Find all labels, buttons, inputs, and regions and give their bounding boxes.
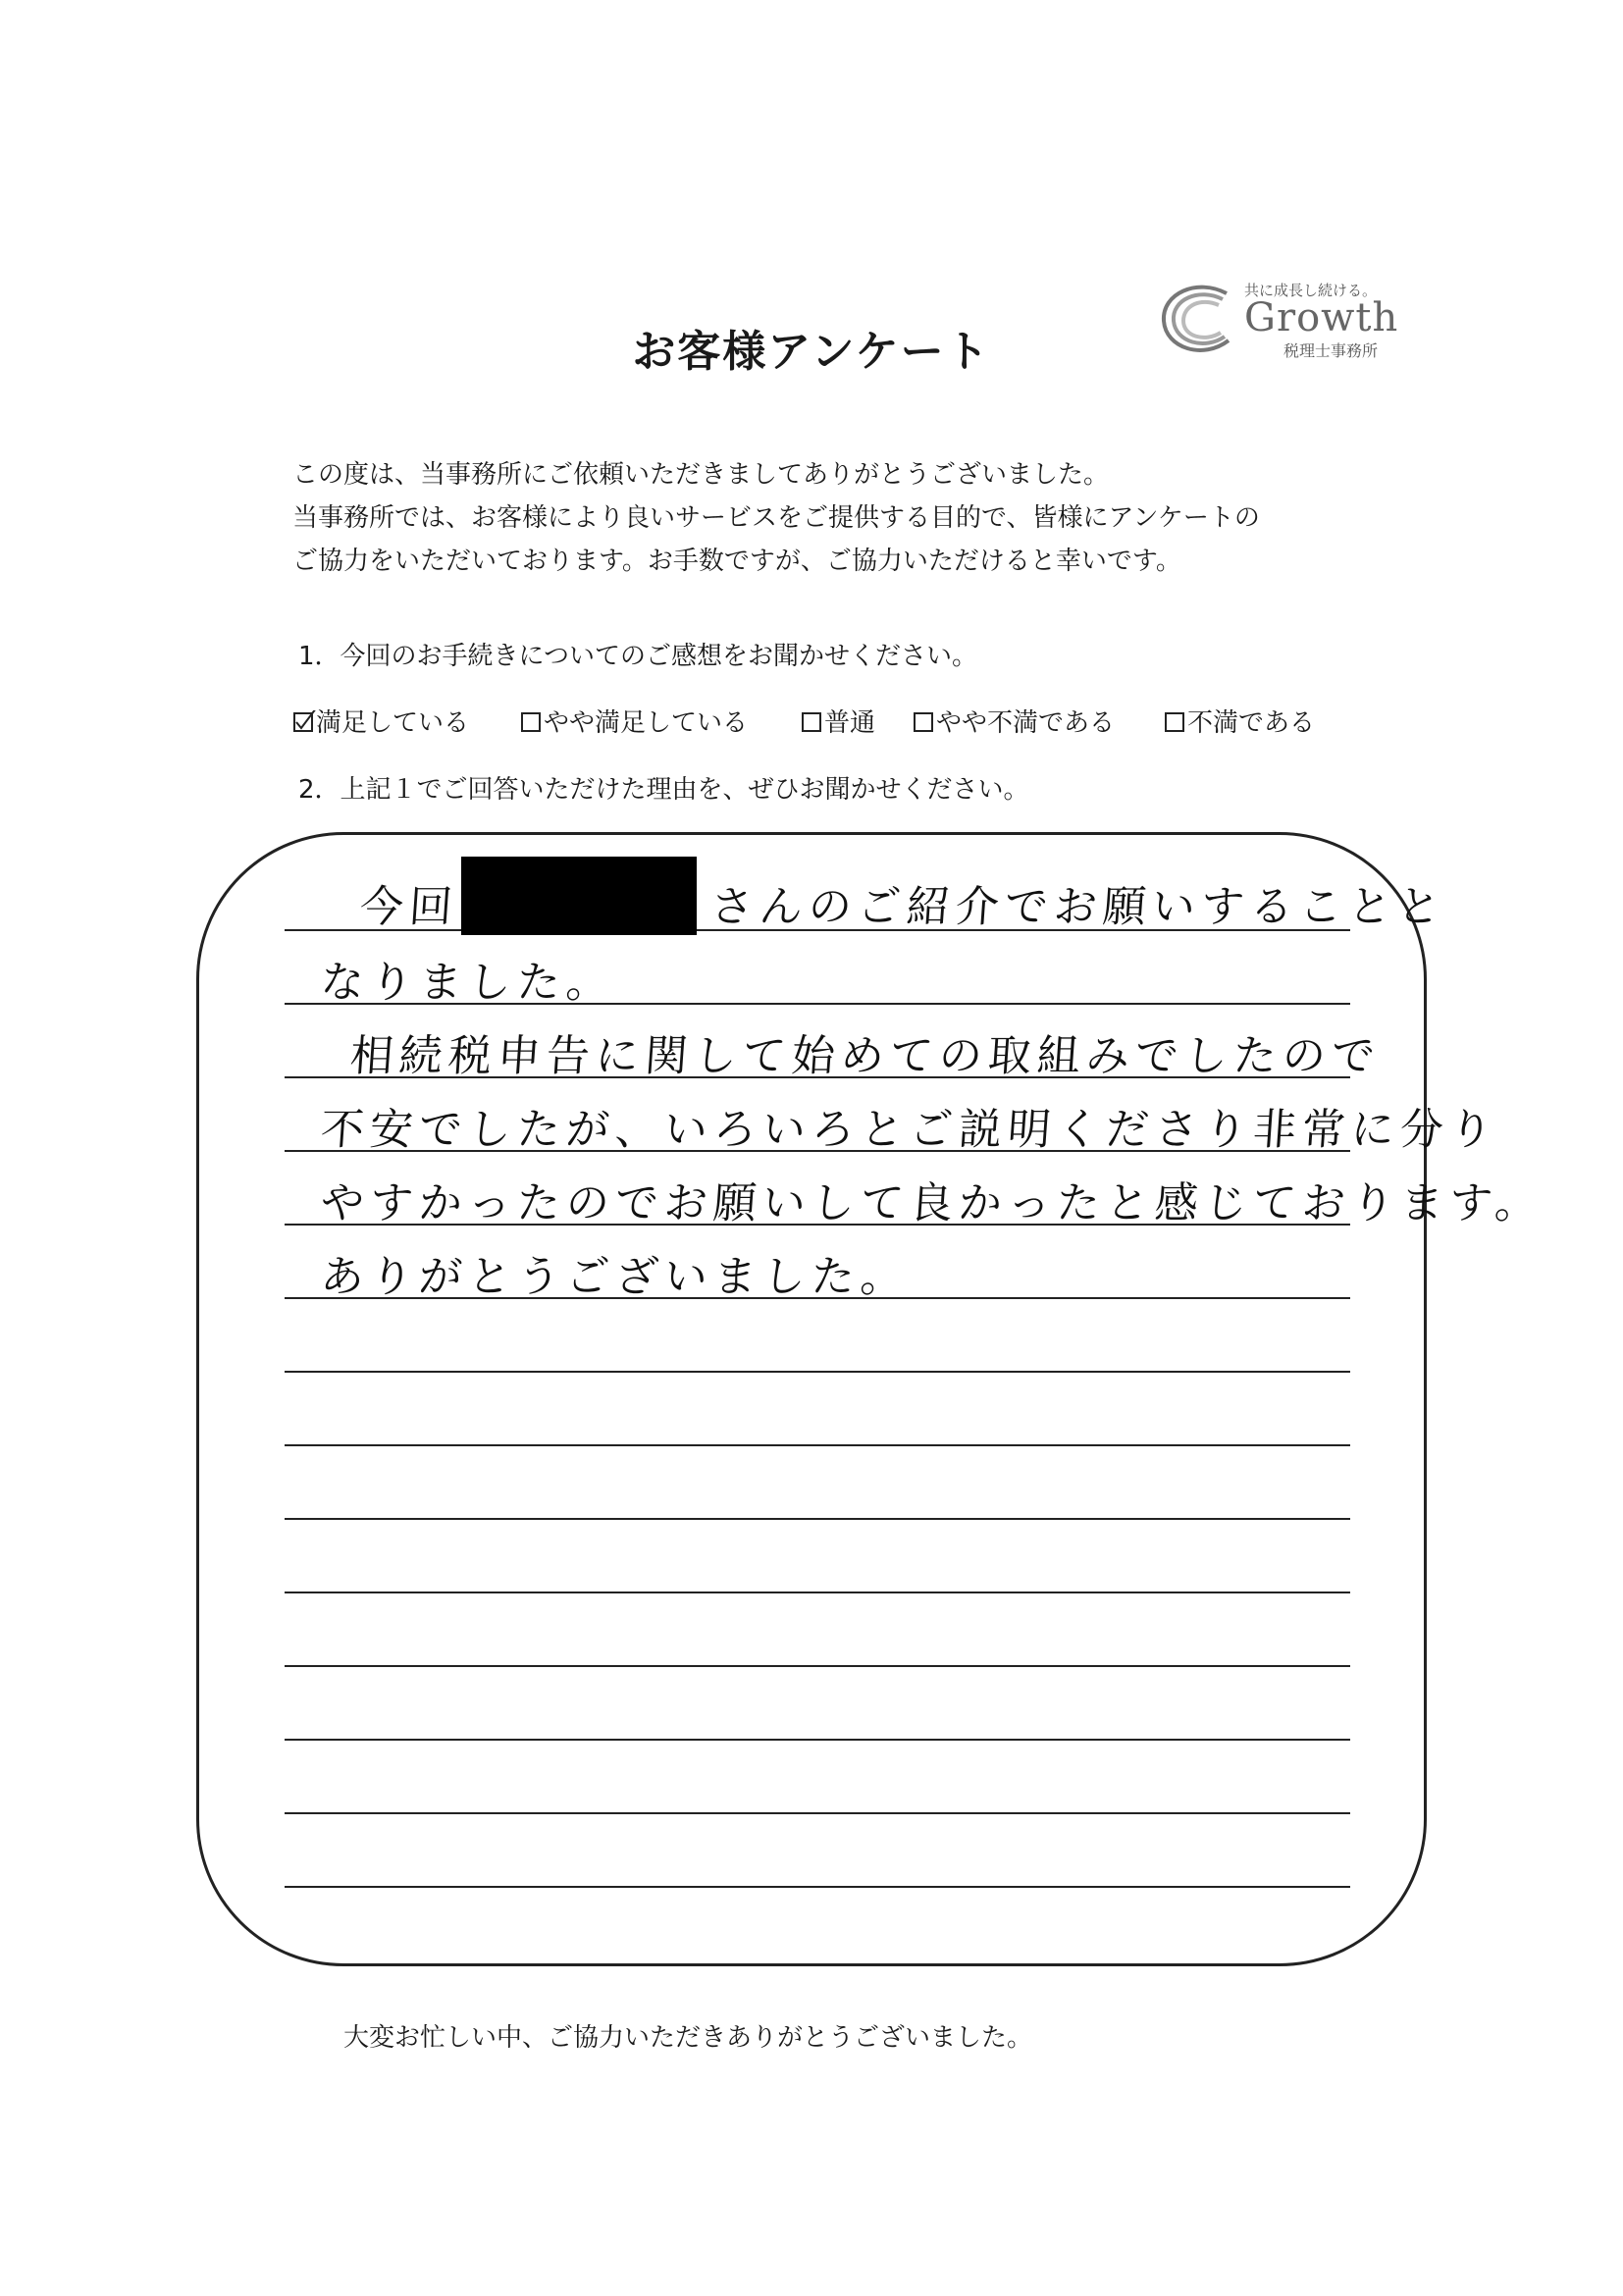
checkbox-icon[interactable]	[913, 710, 936, 734]
option-somewhat-dissatisfied[interactable]	[913, 703, 1115, 739]
redacted-name	[461, 857, 697, 935]
logo-tagline: 共に成長し続ける。	[1244, 282, 1378, 299]
option-neutral[interactable]	[801, 703, 875, 739]
intro-line: ご協力をいただいております。お手数ですが、ご協力いただけると幸いです。	[292, 547, 1181, 576]
handwritten-answer-line: 相続税申告に関して始めての取組みでしたので	[348, 1031, 1383, 1081]
option-label: 普通	[824, 708, 876, 738]
ruled-line	[285, 1886, 1350, 1888]
option-label: やや満足している	[544, 708, 749, 738]
checked-checkbox-icon[interactable]	[292, 710, 316, 734]
option-dissatisfied[interactable]	[1164, 703, 1315, 739]
handwritten-answer-line: 不安でしたが、いろいろとご説明くださり非常に分り	[319, 1105, 1500, 1155]
ruled-line	[285, 1371, 1350, 1373]
ruled-line	[285, 1812, 1350, 1814]
handwritten-answer-line: やすかったのでお願いして良かったと感じております。	[319, 1178, 1546, 1228]
option-label: やや不満である	[936, 708, 1116, 738]
option-satisfied[interactable]	[292, 703, 469, 739]
ruled-line	[285, 1444, 1350, 1446]
handwritten-answer-line: 今回	[358, 882, 460, 932]
handwritten-answer-line: ありがとうございました。	[319, 1252, 912, 1302]
handwritten-answer-line: なりました。	[319, 958, 617, 1008]
page-title: お客様アンケート	[632, 327, 991, 377]
option-label: 満足している	[316, 708, 470, 738]
logo-subtitle: 税理士事務所	[1283, 341, 1379, 360]
option-somewhat-satisfied[interactable]	[520, 703, 748, 739]
intro-line: 当事務所では、お客様により良いサービスをご提供する目的で、皆様にアンケートの	[292, 503, 1260, 533]
intro-paragraph	[292, 453, 1260, 583]
logo-brand-name: Growth	[1244, 295, 1399, 340]
closing-message: 大変お忙しい中、ご協力いただきありがとうございました。	[343, 2023, 1033, 2053]
option-label: 不満である	[1187, 708, 1316, 738]
ruled-line	[285, 1592, 1350, 1593]
handwritten-answer-line: さんのご紹介でお願いすることと	[708, 882, 1448, 932]
ruled-line	[285, 1739, 1350, 1741]
checkbox-icon[interactable]	[520, 710, 544, 734]
intro-line: この度は、当事務所にご依頼いただきましてありがとうございました。	[292, 460, 1110, 490]
question-1: 1．今回のお手続きについてのご感想をお聞かせください。	[298, 642, 978, 671]
question-2: 2．上記１でご回答いただけた理由を、ぜひお聞かせください。	[298, 775, 1029, 805]
checkbox-icon[interactable]	[1164, 710, 1187, 734]
ruled-line	[285, 1518, 1350, 1520]
checkbox-icon[interactable]	[801, 710, 824, 734]
ruled-line	[285, 1665, 1350, 1667]
